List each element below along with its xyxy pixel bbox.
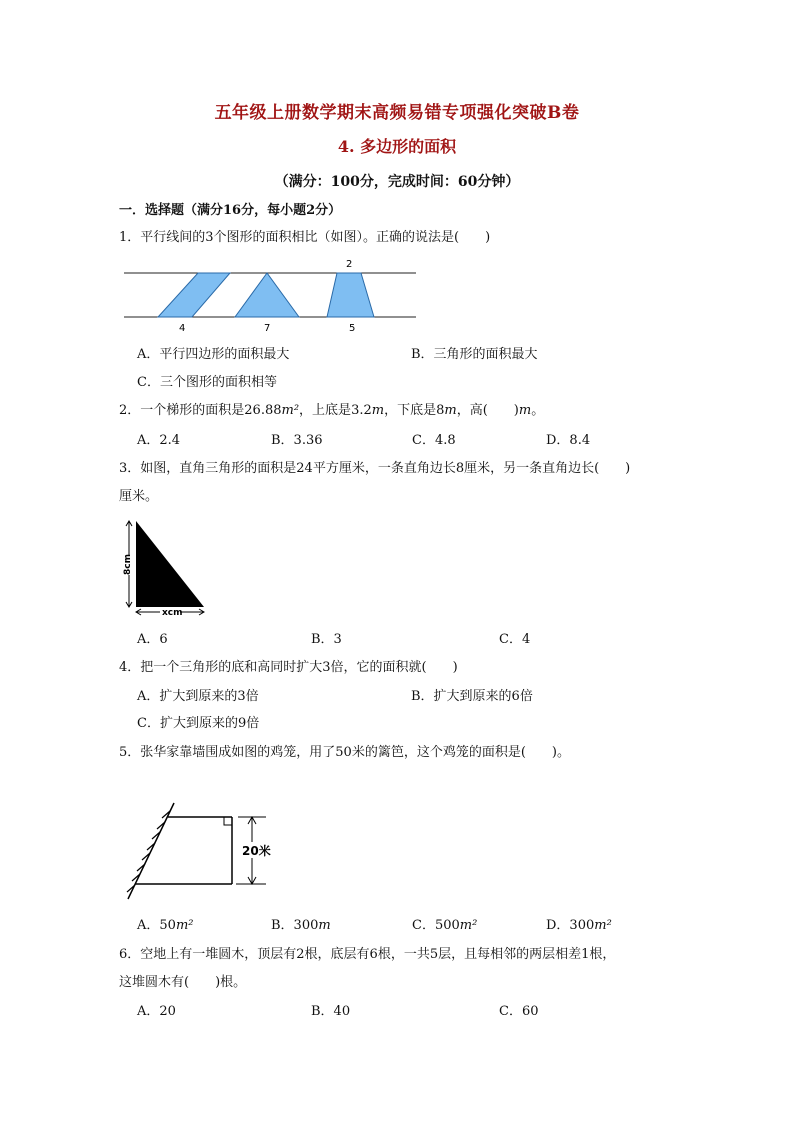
wall-hatching bbox=[127, 811, 170, 892]
question-2-text: 2．一个梯形的面积是26.88m²，上底是3.2m，下底是8m，高( )m。 bbox=[119, 403, 545, 418]
q3-option-c: C．4 bbox=[499, 632, 531, 647]
q1-label-parallelogram-base: 4 bbox=[179, 323, 186, 334]
question-5-text: 5．张华家靠墙围成如图的鸡笼，用了50米的篱笆，这个鸡笼的面积是( )。 bbox=[119, 745, 570, 760]
q1-option-a: A．平行四边形的面积最大 bbox=[137, 347, 290, 362]
side-length-label: 8cm bbox=[123, 554, 133, 575]
q1-label-trapezoid-base: 5 bbox=[349, 323, 356, 334]
q4-option-b: B．扩大到原来的6倍 bbox=[411, 689, 533, 704]
q1-option-b: B．三角形的面积最大 bbox=[411, 347, 538, 362]
score-info: （满分：100分，完成时间：60分钟） bbox=[274, 174, 520, 190]
base-length-label: xcm bbox=[162, 608, 183, 618]
q1-figure bbox=[118, 255, 418, 335]
q4-option-a: A．扩大到原来的3倍 bbox=[137, 689, 259, 704]
question-3-line2: 厘米。 bbox=[119, 489, 159, 504]
q3-figure bbox=[118, 515, 218, 620]
section-heading: 一．选择题（满分16分，每小题2分） bbox=[119, 203, 342, 218]
exam-title: 五年级上册数学期末高频易错专项强化突破B卷 bbox=[214, 103, 580, 123]
question-6-line2: 这堆圆木有( )根。 bbox=[119, 975, 247, 990]
q1-option-c: C．三个图形的面积相等 bbox=[137, 375, 277, 390]
height-label: 20米 bbox=[242, 844, 271, 858]
q5-figure bbox=[118, 795, 288, 905]
q4-option-c: C．扩大到原来的9倍 bbox=[137, 716, 260, 731]
question-3-line1: 3．如图，直角三角形的面积是24平方厘米，一条直角边长8厘米，另一条直角边长( ) bbox=[119, 461, 631, 476]
q6-option-b: B．40 bbox=[311, 1004, 351, 1019]
exam-subtitle: 4. 多边形的面积 bbox=[337, 137, 457, 156]
question-4-text: 4．把一个三角形的底和高同时扩大3倍，它的面积就( ) bbox=[119, 660, 458, 675]
q5-option-b: B．300m bbox=[271, 918, 331, 933]
triangle-shape bbox=[235, 273, 299, 317]
right-triangle-shape bbox=[136, 521, 204, 607]
question-1-text: 1．平行线间的3个图形的面积相比（如图）。正确的说法是( ) bbox=[119, 230, 491, 245]
q2-option-c: C．4.8 bbox=[412, 433, 456, 448]
trapezoid-shape bbox=[327, 273, 374, 317]
q2-option-d: D．8.4 bbox=[546, 433, 591, 448]
q2-option-b: B．3.36 bbox=[271, 433, 323, 448]
q6-option-c: C．60 bbox=[499, 1004, 539, 1019]
right-angle-marker bbox=[224, 817, 232, 825]
q1-label-trapezoid-top: 2 bbox=[346, 259, 353, 270]
q6-option-a: A．20 bbox=[137, 1004, 176, 1019]
q5-option-a: A．50m² bbox=[137, 918, 194, 933]
q3-option-b: B．3 bbox=[311, 632, 342, 647]
q5-option-c: C．500m² bbox=[412, 918, 478, 933]
parallelogram-shape bbox=[158, 273, 230, 317]
q3-option-a: A．6 bbox=[137, 632, 168, 647]
q5-option-d: D．300m² bbox=[546, 918, 612, 933]
question-6-line1: 6．空地上有一堆圆木，顶层有2根，底层有6根，一共5层，且每相邻的两层相差1根， bbox=[119, 947, 616, 962]
q2-option-a: A．2.4 bbox=[137, 433, 181, 448]
q1-label-triangle-base: 7 bbox=[264, 323, 271, 334]
